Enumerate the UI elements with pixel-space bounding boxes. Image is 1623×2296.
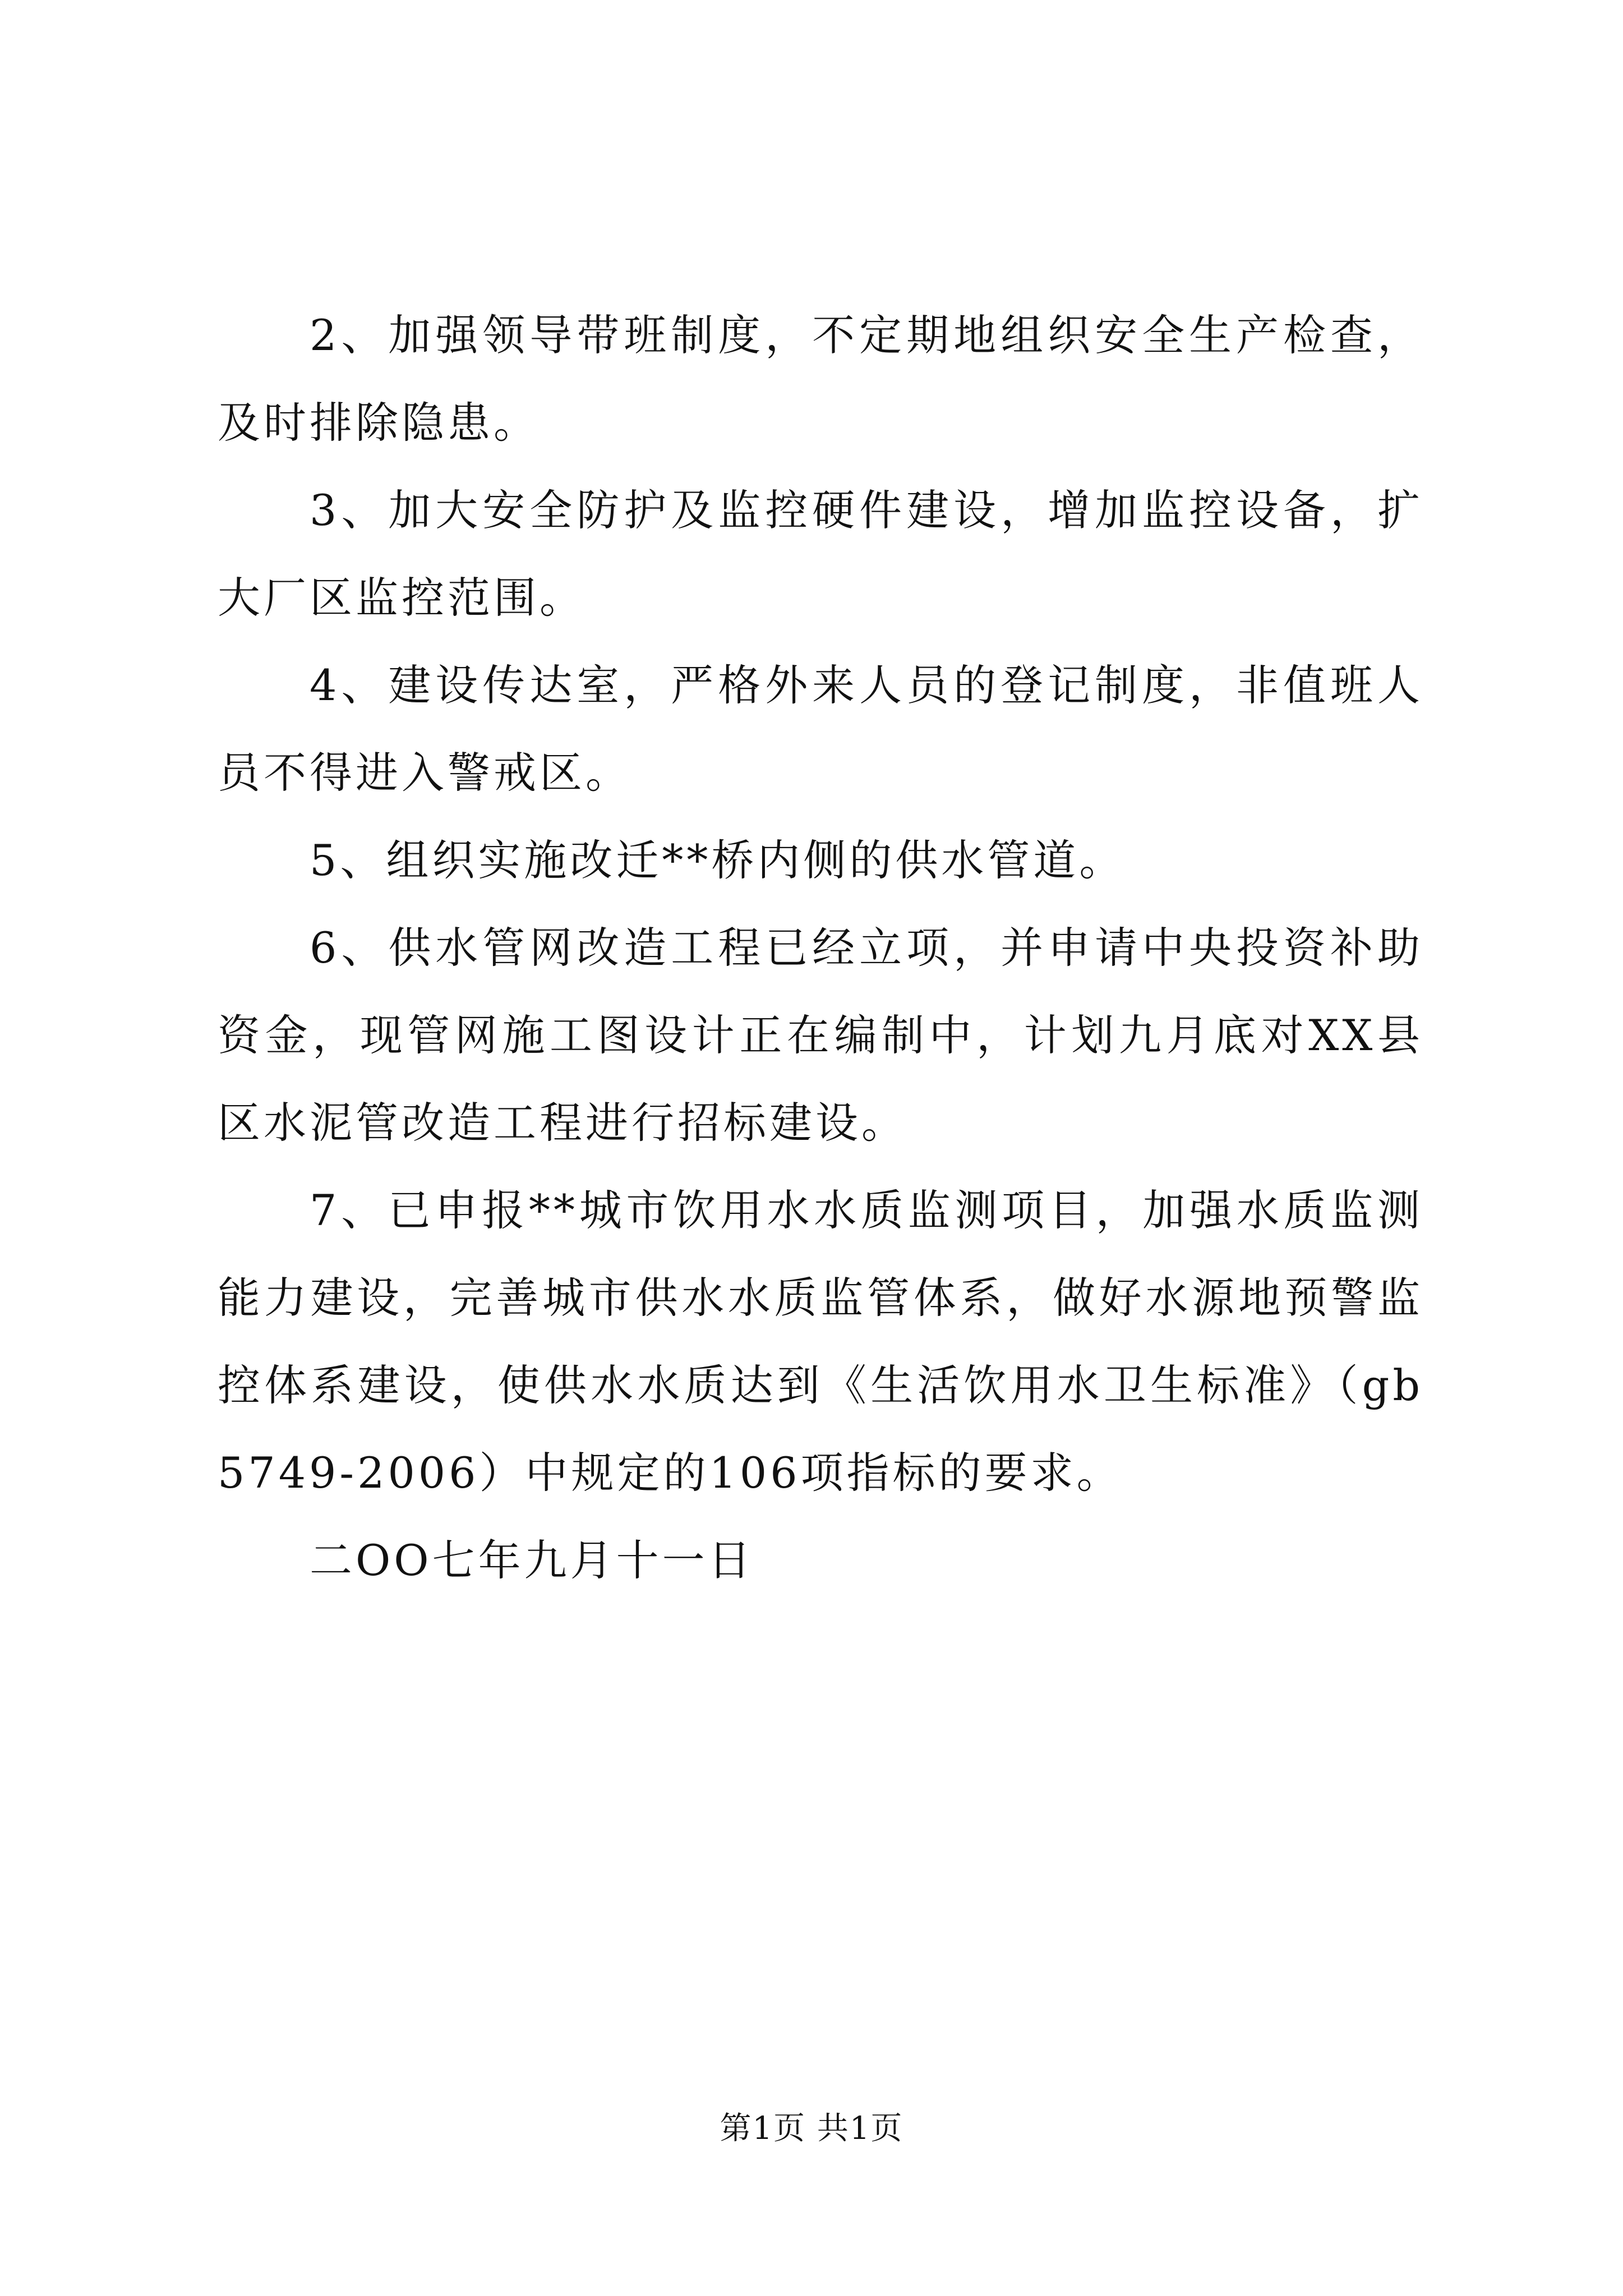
paragraph-item-5: 5、组织实施改迁**桥内侧的供水管道。 [310, 835, 1126, 885]
paragraph-item-2: 2、加强领导带班制度，不定期地组织安全生产检查，及时排除隐患。 [218, 310, 1423, 448]
paragraph-item-6: 6、供水管网改造工程已经立项，并申请中央投资补助资金，现管网施工图设计正在编制中，计划九月底对XX县区水泥管改造工程进行招标建设。 [218, 923, 1423, 1148]
document-body [218, 292, 1423, 1604]
document-date: 二OO七年九月十一日 [310, 1535, 754, 1585]
paragraph-item-4: 4、建设传达室，严格外来人员的登记制度，非值班人员不得进入警戒区。 [218, 660, 1423, 798]
page-footer: 第1页 共1页 [720, 2110, 903, 2147]
paragraph-item-7: 7、已申报**城市饮用水水质监测项目，加强水质监测能力建设，完善城市供水水质监管体系，做好水源地预警监控体系建设，使供水水质达到《生活饮用水卫生标准》（gb5749-2006）中规定的106项指标的要求。 [218, 1185, 1423, 1498]
paragraph-item-3: 3、加大安全防护及监控硬件建设，增加监控设备，扩大厂区监控范围。 [218, 485, 1423, 623]
